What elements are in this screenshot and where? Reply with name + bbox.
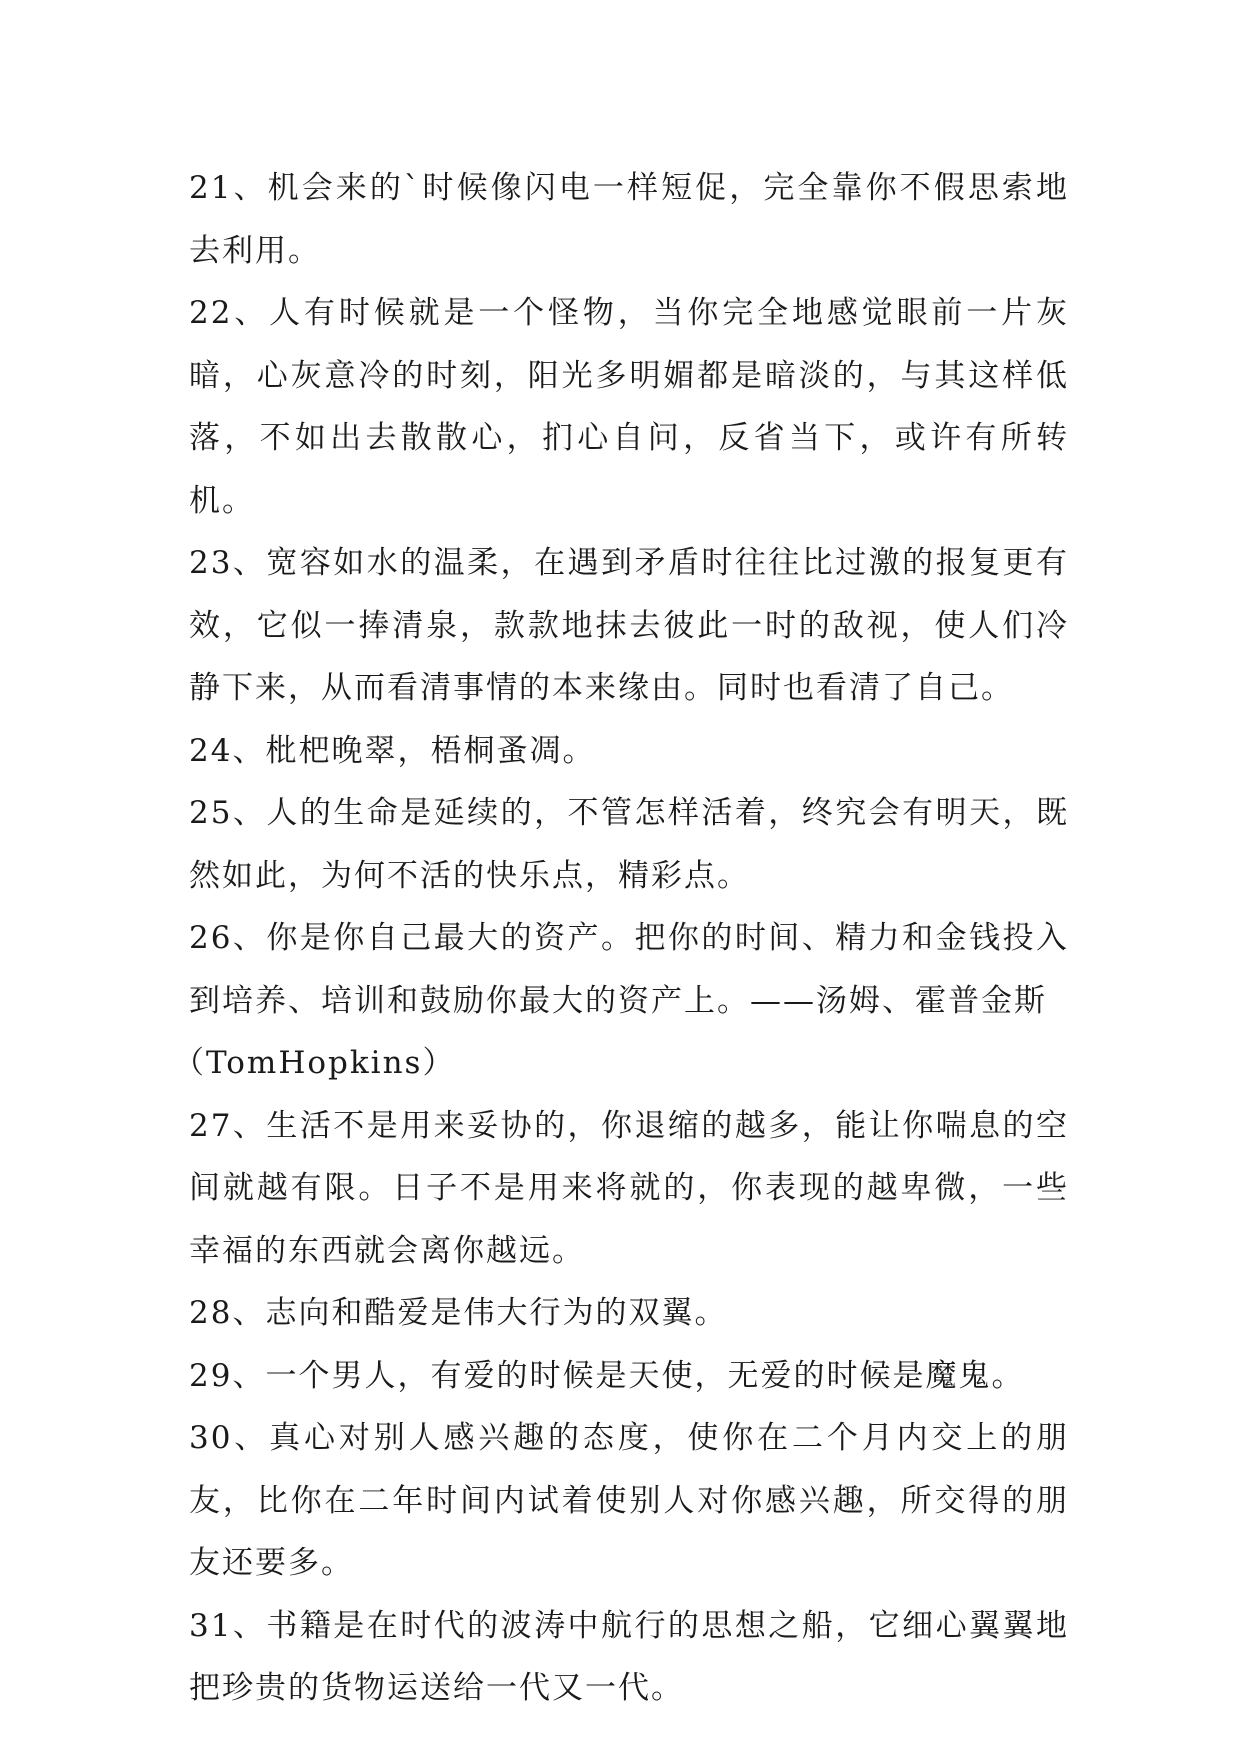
quote-paragraph-26: 26、你是你自己最大的资产。把你的时间、精力和金钱投入到培养、培训和鼓励你最大的资产上。——汤姆、霍普金斯 [189, 920, 1069, 1019]
quote-paragraph-25: 25、人的生命是延续的，不管怎样活着，终究会有明天，既然如此，为何不活的快乐点，精彩点。 [189, 795, 1069, 894]
quote-paragraph-31: 31、书籍是在时代的波涛中航行的思想之船，它细心翼翼地把珍贵的货物运送给一代又一代。 [189, 1607, 1069, 1706]
quote-attribution-26: （TomHopkins） [173, 1045, 456, 1081]
quote-paragraph-21: 21、机会来的`时候像闪电一样短促，完全靠你不假思索地去利用。 [189, 170, 1069, 269]
quote-paragraph-28: 28、志向和酷爱是伟大行为的双翼。 [189, 1295, 728, 1331]
quote-paragraph-22: 22、人有时候就是一个怪物，当你完全地感觉眼前一片灰暗，心灰意冷的时刻，阳光多明媚都是暗淡的，与其这样低落，不如出去散散心，扪心自问，反省当下，或许有所转机。 [189, 295, 1069, 519]
document-body [173, 157, 1069, 1720]
quote-paragraph-27: 27、生活不是用来妥协的，你退缩的越多，能让你喘息的空间就越有限。日子不是用来将就的，你表现的越卑微，一些幸福的东西就会离你越远。 [189, 1107, 1069, 1269]
quote-paragraph-30: 30、真心对别人感兴趣的态度，使你在二个月内交上的朋友，比你在二年时间内试着使别人对你感兴趣，所交得的朋友还要多。 [189, 1420, 1069, 1581]
quote-paragraph-29: 29、一个男人，有爱的时候是天使，无爱的时候是魔鬼。 [189, 1357, 1025, 1394]
quote-paragraph-24: 24、枇杷晚翠，梧桐蚤凋。 [189, 732, 596, 769]
quote-paragraph-23: 23、宽容如水的温柔，在遇到矛盾时往往比过激的报复更有效，它似一捧清泉，款款地抹去彼此一时的敌视，使人们冷静下来，从而看清事情的本来缘由。同时也看清了自己。 [189, 545, 1069, 706]
